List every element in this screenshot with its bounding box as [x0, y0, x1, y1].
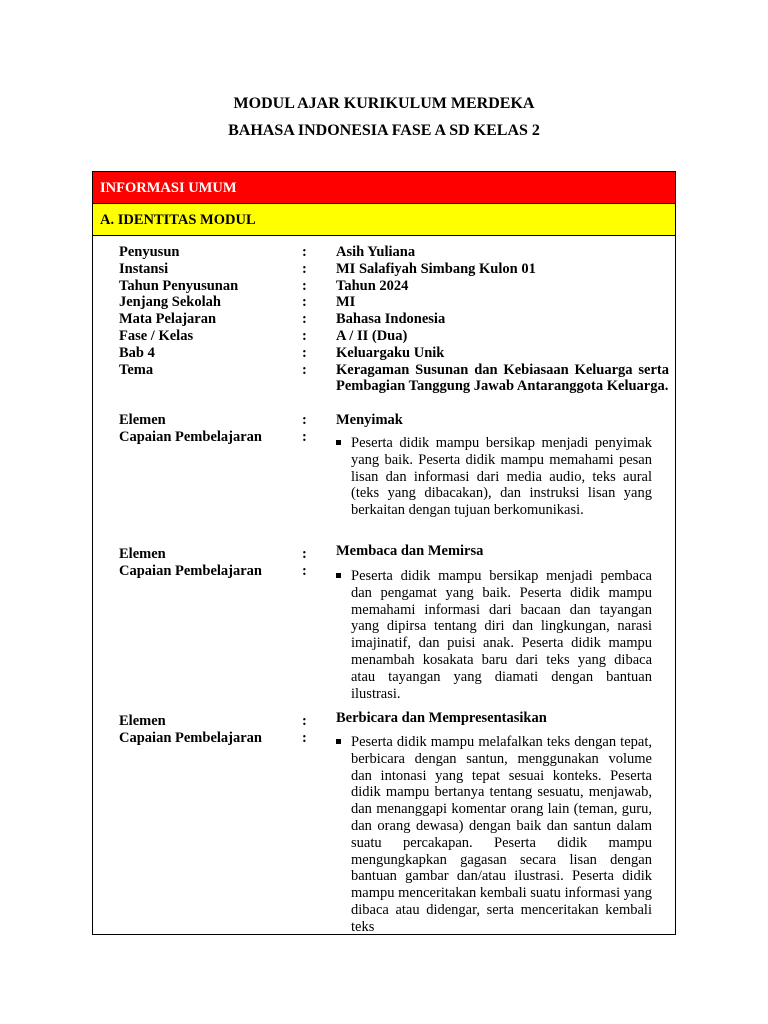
separator: : [302, 311, 307, 328]
separator: : [302, 328, 307, 344]
separator: : [302, 428, 307, 445]
capaian-berbicara [336, 734, 652, 935]
label-bab: Bab 4 [119, 344, 155, 361]
separator: : [302, 260, 307, 277]
separator: : [302, 277, 307, 294]
value-tahun-penyusunan: Tahun 2024 [336, 277, 409, 294]
document-title: MODUL AJAR KURIKULUM MERDEKA [233, 95, 535, 112]
separator: : [302, 546, 307, 562]
bullet-square-icon [336, 573, 341, 578]
bullet-square-icon [336, 739, 341, 744]
label-tema: Tema [119, 361, 154, 378]
separator: : [302, 294, 307, 311]
label-tahun-penyusunan: Tahun Penyusunan [119, 277, 239, 294]
separator: : [302, 361, 307, 378]
identity-body [93, 236, 675, 934]
value-instansi: MI Salafiyah Simbang Kulon 01 [336, 260, 536, 277]
value-fase-kelas: A / II (Dua) [336, 328, 408, 344]
label-mata-pelajaran: Mata Pelajaran [119, 311, 217, 328]
value-elemen-berbicara: Berbicara dan Mempresentasikan [336, 710, 547, 726]
label-capaian-pembelajaran: Capaian Pembelajaran [119, 562, 262, 579]
separator: : [302, 713, 307, 729]
separator: : [302, 730, 307, 746]
value-tema: Keragaman Susunan dan Kebiasaan Keluarga serta Pembagian Tanggung Jawab Antaranggota Keluarga. [336, 361, 669, 395]
label-elemen: Elemen [119, 713, 166, 729]
separator: : [302, 412, 307, 428]
capaian-text: Peserta didik mampu bersikap menjadi pembaca dan pengamat yang baik. Peserta didik mampu memahami informasi dari bacaan dan tayangan yang dipirsa tentang diri dan lingkungan, narasi imajinatif, dan puisi anak. Peserta didik mampu menambah kosakata baru dari teks yang dibaca atau tayangan yang diamati dengan bantuan ilustrasi. [351, 568, 652, 702]
label-elemen: Elemen [119, 412, 166, 428]
value-jenjang-sekolah: MI [336, 294, 356, 311]
capaian-membaca-memirsa [336, 568, 652, 702]
label-capaian-pembelajaran: Capaian Pembelajaran [119, 428, 262, 445]
capaian-text: Peserta didik mampu bersikap menjadi penyimak yang baik. Peserta didik mampu memahami pesan lisan dan informasi dari media audio, teks aural (teks yang dibacakan), dan instruksi lisan yang berkaitan dengan tujuan berkomunikasi. [351, 435, 652, 519]
capaian-menyimak [336, 435, 652, 519]
capaian-text: Peserta didik mampu melafalkan teks dengan tepat, berbicara dengan santun, menggunakan volume dan intonasi yang tepat sesuai konteks. Peserta didik mampu bertanya tentang sesuatu, menjawab, dan menanggapi komentar orang lain (teman, guru, dan orang dewasa) dengan baik dan santun dalam suatu percakapan. Peserta didik mampu mengungkapkan gagasan secara lisan dengan bantuan gambar dan/atau ilustrasi. Peserta didik mampu menceritakan kembali suatu informasi yang dibaca atau didengar, serta menceritakan kembali teks [351, 734, 652, 935]
bullet-square-icon [336, 440, 341, 445]
label-jenjang-sekolah: Jenjang Sekolah [119, 294, 221, 311]
value-elemen-menyimak: Menyimak [336, 412, 403, 428]
label-elemen: Elemen [119, 546, 166, 562]
value-bab: Keluargaku Unik [336, 344, 445, 361]
subsection-header-identitas-modul: A. IDENTITAS MODUL [93, 204, 675, 236]
value-mata-pelajaran: Bahasa Indonesia [336, 311, 446, 328]
label-penyusun: Penyusun [119, 244, 180, 260]
separator: : [302, 562, 307, 579]
label-instansi: Instansi [119, 260, 169, 277]
document-subtitle: BAHASA INDONESIA FASE A SD KELAS 2 [228, 122, 540, 139]
separator: : [302, 344, 307, 361]
section-header-informasi-umum: INFORMASI UMUM [93, 172, 675, 204]
value-elemen-membaca-memirsa: Membaca dan Memirsa [336, 543, 484, 559]
label-capaian-pembelajaran: Capaian Pembelajaran [119, 730, 262, 746]
separator: : [302, 244, 307, 260]
value-penyusun: Asih Yuliana [336, 244, 416, 260]
label-fase-kelas: Fase / Kelas [119, 328, 194, 344]
info-table [92, 171, 676, 935]
